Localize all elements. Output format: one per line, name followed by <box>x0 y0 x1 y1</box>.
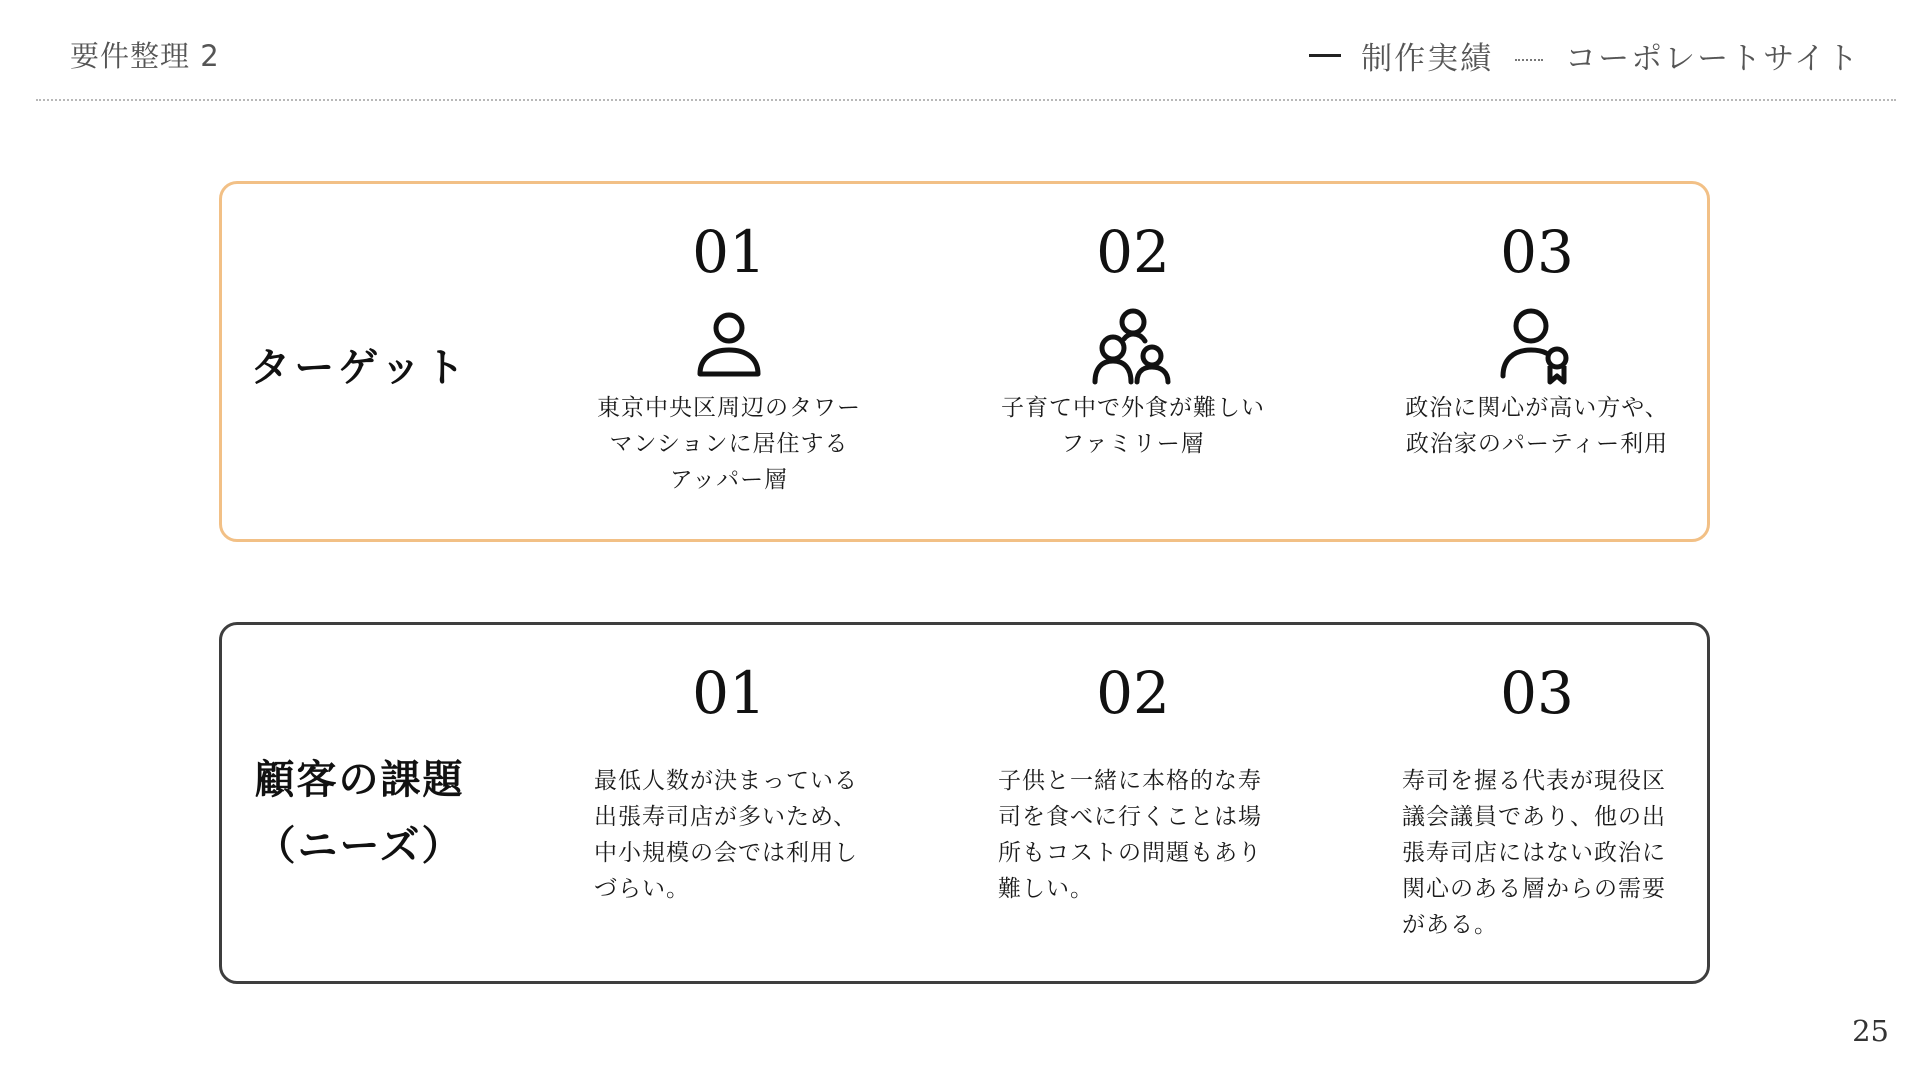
target-item-1 <box>579 220 879 498</box>
family-icon <box>1090 306 1176 386</box>
needs-heading-line1: 顧客の課題 <box>254 757 465 803</box>
item-number: 03 <box>1500 659 1574 727</box>
page-number: 25 <box>1852 1014 1889 1048</box>
project-label: コーポレートサイト <box>1565 41 1860 77</box>
header-divider <box>36 99 1896 101</box>
dotted-divider <box>1515 59 1543 61</box>
target-description: 子育て中で外食が難しい ファミリー層 <box>1001 395 1265 457</box>
target-item-2 <box>983 220 1283 462</box>
needs-description: 子供と一緒に本格的な寿 司を食べに行くことは場 所もコストの問題もあり 難しい。 <box>998 768 1262 902</box>
item-number: 02 <box>1096 218 1170 286</box>
header-breadcrumb <box>1309 33 1860 78</box>
target-description: 政治に関心が高い方や、 政治家のパーティー利用 <box>1405 395 1669 457</box>
item-number: 02 <box>1096 659 1170 727</box>
item-number: 01 <box>692 659 766 727</box>
needs-item-3 <box>1387 661 1687 943</box>
dash-divider <box>1309 54 1341 57</box>
needs-heading <box>222 747 497 879</box>
category-label: 制作実績 <box>1361 41 1494 77</box>
item-number: 03 <box>1500 218 1574 286</box>
target-item-3 <box>1387 220 1687 462</box>
needs-panel <box>219 622 1710 984</box>
target-heading: ターゲット <box>250 345 469 391</box>
needs-description: 最低人数が決まっている 出張寿司店が多いため、 中小規模の会では利用し づらい。 <box>594 768 858 902</box>
target-panel <box>219 181 1710 542</box>
needs-heading-line2: （ニーズ） <box>255 823 464 869</box>
needs-item-2 <box>983 661 1283 907</box>
person-award-icon <box>1497 306 1577 386</box>
section-title: 要件整理 2 <box>70 39 220 73</box>
person-icon <box>689 306 769 386</box>
needs-item-1 <box>579 661 879 907</box>
target-description: 東京中央区周辺のタワー マンションに居住する アッパー層 <box>597 395 861 493</box>
needs-description: 寿司を握る代表が現役区 議会議員であり、他の出 張寿司店にはない政治に 関心のある層からの需要 がある。 <box>1402 768 1666 938</box>
item-number: 01 <box>692 218 766 286</box>
